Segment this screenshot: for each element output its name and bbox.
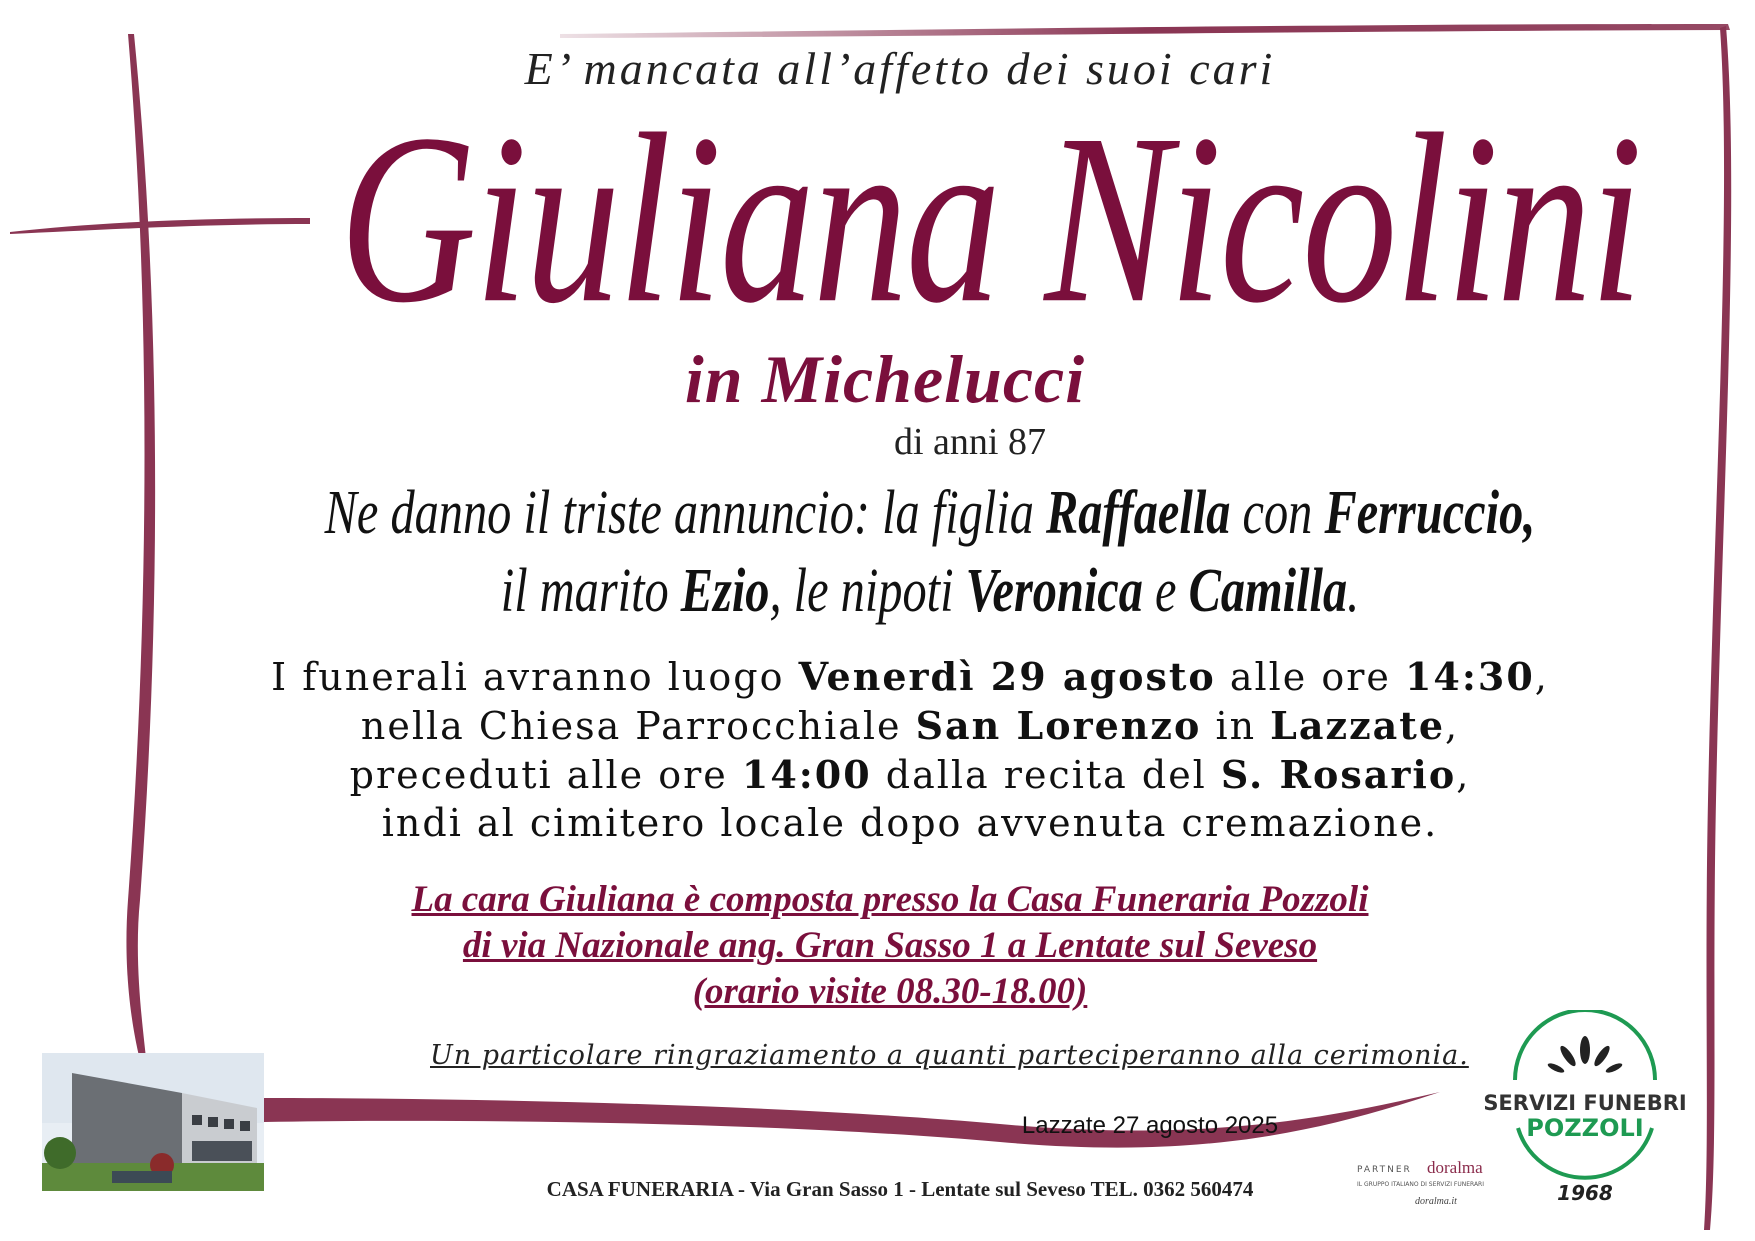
cross-vertical-line (126, 34, 155, 1060)
footer-contact: CASA FUNERARIA - Via Gran Sasso 1 - Lentate sul Seveso TEL. 0362 560474 (546, 1177, 1254, 1201)
funeral-line-2 (180, 703, 1640, 748)
partner-site: doralma.it (1415, 1196, 1457, 1207)
partner-prefix: PARTNER (1357, 1165, 1412, 1175)
text-segment: 14:30 (1404, 654, 1535, 699)
text-segment: . (1347, 557, 1360, 625)
funeral-line-3 (180, 752, 1640, 797)
funeral-line-4 (180, 801, 1640, 845)
intro-text: E’ mancata all’affetto dei suoi cari (524, 43, 1276, 94)
text-segment: Venerdì 29 agosto (798, 654, 1216, 699)
text-segment: in (1201, 704, 1271, 748)
funeral-home-photo (42, 1053, 264, 1191)
partner-brand: doralma (1427, 1158, 1483, 1177)
text-segment: nella Chiesa Parrocchiale (360, 704, 916, 748)
funeral-line-1 (180, 654, 1640, 699)
text-segment: alle ore (1215, 655, 1405, 699)
text-segment: , (1534, 655, 1549, 699)
text-segment: dalla recita del (871, 753, 1221, 797)
partner-tagline: IL GRUPPO ITALIANO DI SERVIZI FUNERARI (1357, 1181, 1484, 1188)
text-segment: S. Rosario (1220, 752, 1457, 797)
logo-line-2: POZZOLI (1526, 1114, 1644, 1142)
partner-logo (1355, 1158, 1515, 1213)
viewing-line-3: (orario visite 08.30-18.00) (692, 971, 1088, 1012)
text-segment: indi al cimitero locale dopo avvenuta cremazione. (381, 801, 1439, 845)
text-segment: Veronica (965, 557, 1143, 625)
text-segment: il marito (500, 557, 681, 625)
text-segment: I funerali avranno luogo (271, 655, 799, 699)
text-segment: Raffaella (1045, 479, 1231, 547)
text-segment: Ezio (680, 557, 770, 625)
viewing-line-2: di via Nazionale ang. Gran Sasso 1 a Lentate sul Seveso (462, 925, 1318, 966)
flower-icon (1547, 1036, 1624, 1075)
date-text: Lazzate 27 agosto 2025 (1021, 1112, 1279, 1139)
logo-line-1: SERVIZI FUNEBRI (1483, 1091, 1687, 1115)
logo-year: 1968 (1557, 1181, 1613, 1205)
text-segment: , le nipoti (769, 557, 966, 625)
text-segment: e (1142, 557, 1189, 625)
thanks-text: Un particolare ringraziamento a quanti parteciperanno alla cerimonia. (430, 1040, 1469, 1071)
text-segment: , (1456, 753, 1471, 797)
married-name: in Michelucci (684, 341, 1086, 417)
announcement-line-2 (283, 556, 1578, 627)
text-segment: con (1230, 479, 1325, 547)
text-segment: Ne danno il triste annuncio: la figlia (324, 479, 1046, 547)
text-segment: 14:00 (741, 752, 872, 797)
announcement-line-1 (283, 478, 1578, 549)
text-segment: Ferruccio, (1324, 479, 1536, 547)
top-border-line (560, 24, 1730, 38)
viewing-line-1: La cara Giuliana è composta presso la Casa Funeraria Pozzoli (411, 879, 1369, 920)
deceased-name: Giuliana Nicolini (339, 85, 1641, 354)
text-segment: preceduti alle ore (349, 753, 742, 797)
text-segment: Camilla (1188, 557, 1348, 625)
text-segment: Lazzate (1270, 703, 1446, 748)
age-text: di anni 87 (894, 421, 1046, 463)
text-segment: San Lorenzo (915, 703, 1202, 748)
cross-horizontal-line (10, 218, 310, 234)
text-segment: , (1445, 704, 1460, 748)
